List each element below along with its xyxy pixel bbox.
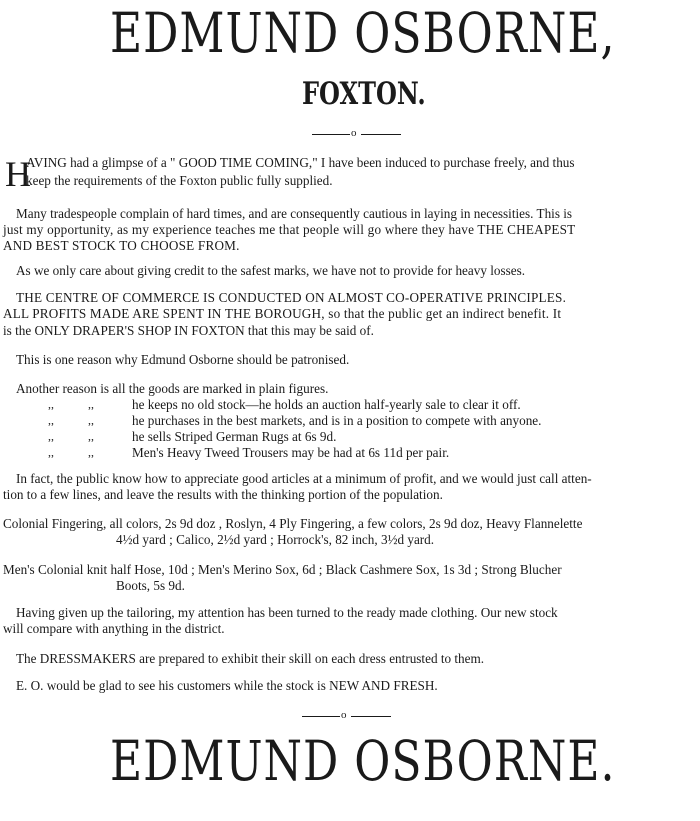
header-title: EDMUND OSBORNE, (110, 2, 616, 66)
hard-times-line-1: Many tradespeople complain of hard times, and are consequently cautious in laying in necessities. This is (16, 206, 573, 221)
intro-line-2: keep the requirements of the Foxton public fully supplied. (26, 173, 333, 188)
intro-line-1: AVING had a glimpse of a " GOOD TIME COMING," I have been induced to purchase freely, and thus (26, 155, 575, 170)
fingering-line-1: Colonial Fingering, all colors, 2s 9d doz , Roslyn, 4 Ply Fingering, a few colors, 2s 9d doz, Heavy Flannelette (3, 516, 583, 531)
another-reason-lead: Another reason is all the goods are marked in plain figures. (16, 381, 329, 396)
commerce-line-3: is the ONLY DRAPER'S SHOP IN FOXTON that this may be said of. (3, 323, 374, 338)
reason-paragraph: This is one reason why Edmund Osborne should be patronised. (16, 352, 350, 367)
dropcap: H (5, 154, 31, 194)
eo-paragraph: E. O. would be glad to see his customers while the stock is NEW AND FRESH. (16, 678, 438, 693)
commerce-line-2: ALL PROFITS MADE ARE SPENT IN THE BOROUGH, so that the public get an indirect benefit. It (3, 306, 562, 321)
tailoring-line-2: will compare with anything in the district. (3, 621, 225, 636)
header-town: FOXTON. (302, 74, 426, 112)
in-fact-line-1: In fact, the public know how to appreciate good articles at a minimum of profit, and we would just call atten- (16, 471, 592, 486)
hard-times-line-2: just my opportunity, as my experience teaches me that people will go where they have THE CHEAPEST (3, 222, 576, 237)
hard-times-line-3: AND BEST STOCK TO CHOOSE FROM. (3, 238, 240, 253)
commerce-line-1: THE CENTRE OF COMMERCE IS CONDUCTED ON ALMOST CO-OPERATIVE PRINCIPLES. (16, 290, 567, 305)
advertisement-page: EDMUND OSBORNE, FOXTON. o H AVING had a glimpse of a " GOOD TIME COMING," I have been induced to purchase freely, and thus keep the requirements of the Foxton public fully supplied. Many tradespeople complain of hard times, and are consequently cautious in laying in necessities. This is just my opportunity, as my experience teaches me that people will go where they have THE CHEAPEST AND BEST STOCK TO CHOOSE FROM. As we only care about giving credit to the safest marks, we have not to provide for heavy losses. THE CENTRE OF COMMERCE IS CONDUCTED ON ALMOST CO-OPERATIVE PRINCIPLES. ALL PROFITS MADE ARE SPENT IN THE BOROUGH, so that the public get an indirect benefit. It is the ONLY DRAPER'S SHOP IN FOXTON that this may be said of. This is one reason why Edmund Osborne should be patronised. Another reason is all the goods are marked in plain figures. ,, ,, he keeps no old stock—he holds an auction half-yearly sale to clear it off. ,, ,, he purchases in the best markets, and is in a position to compete with anyone. ,, ,, he sells Striped German Rugs at 6s 9d. ,, ,, Men's Heavy Tweed Trousers may be had at 6s 11d per pair. In fact, the public know how to appreciate good articles at a minimum of profit, and we would just call atten- tion to a few lines, and leave the results with the thinking portion of the population. Colonial Fingering, all colors, 2s 9d doz , Roslyn, 4 Ply Fingering, a few colors, 2s 9d doz, Heavy Flannelette 4½d yard ; Calico, 2½d yard ; Horrock's, 82 inch, 3½d yard. Men's Colonial knit half Hose, 10d ; Men's Merino Sox, 6d ; Black Cashmere Sox, 1s 3d ; Strong Blucher Boots, 5s 9d. Having given up the tailoring, my attention has been turned to the ready made clothing. Our new stock will compare with anything in the district. The DRESSMAKERS are prepared to exhibit their skill on each dress entrusted to them. E. O. would be glad to see his customers while the stock is NEW AND FRESH. o EDMUND OSBORNE. (3, 2, 616, 794)
hose-line-2: Boots, 5s 9d. (116, 578, 185, 593)
footer-title: EDMUND OSBORNE. (110, 730, 616, 794)
dressmakers-paragraph: The DRESSMAKERS are prepared to exhibit their skill on each dress entrusted to them. (16, 651, 485, 666)
tailoring-line-1: Having given up the tailoring, my attention has been turned to the ready made clothing. Our new stock (16, 605, 558, 620)
in-fact-line-2: tion to a few lines, and leave the results with the thinking portion of the population. (3, 487, 443, 502)
hose-line-1: Men's Colonial knit half Hose, 10d ; Men's Merino Sox, 6d ; Black Cashmere Sox, 1s 3d ; Strong Blucher (3, 562, 562, 577)
fingering-line-2: 4½d yard ; Calico, 2½d yard ; Horrock's, 82 inch, 3½d yard. (116, 532, 435, 547)
credit-paragraph: As we only care about giving credit to the safest marks, we have not to provide for heavy losses. (16, 263, 526, 278)
